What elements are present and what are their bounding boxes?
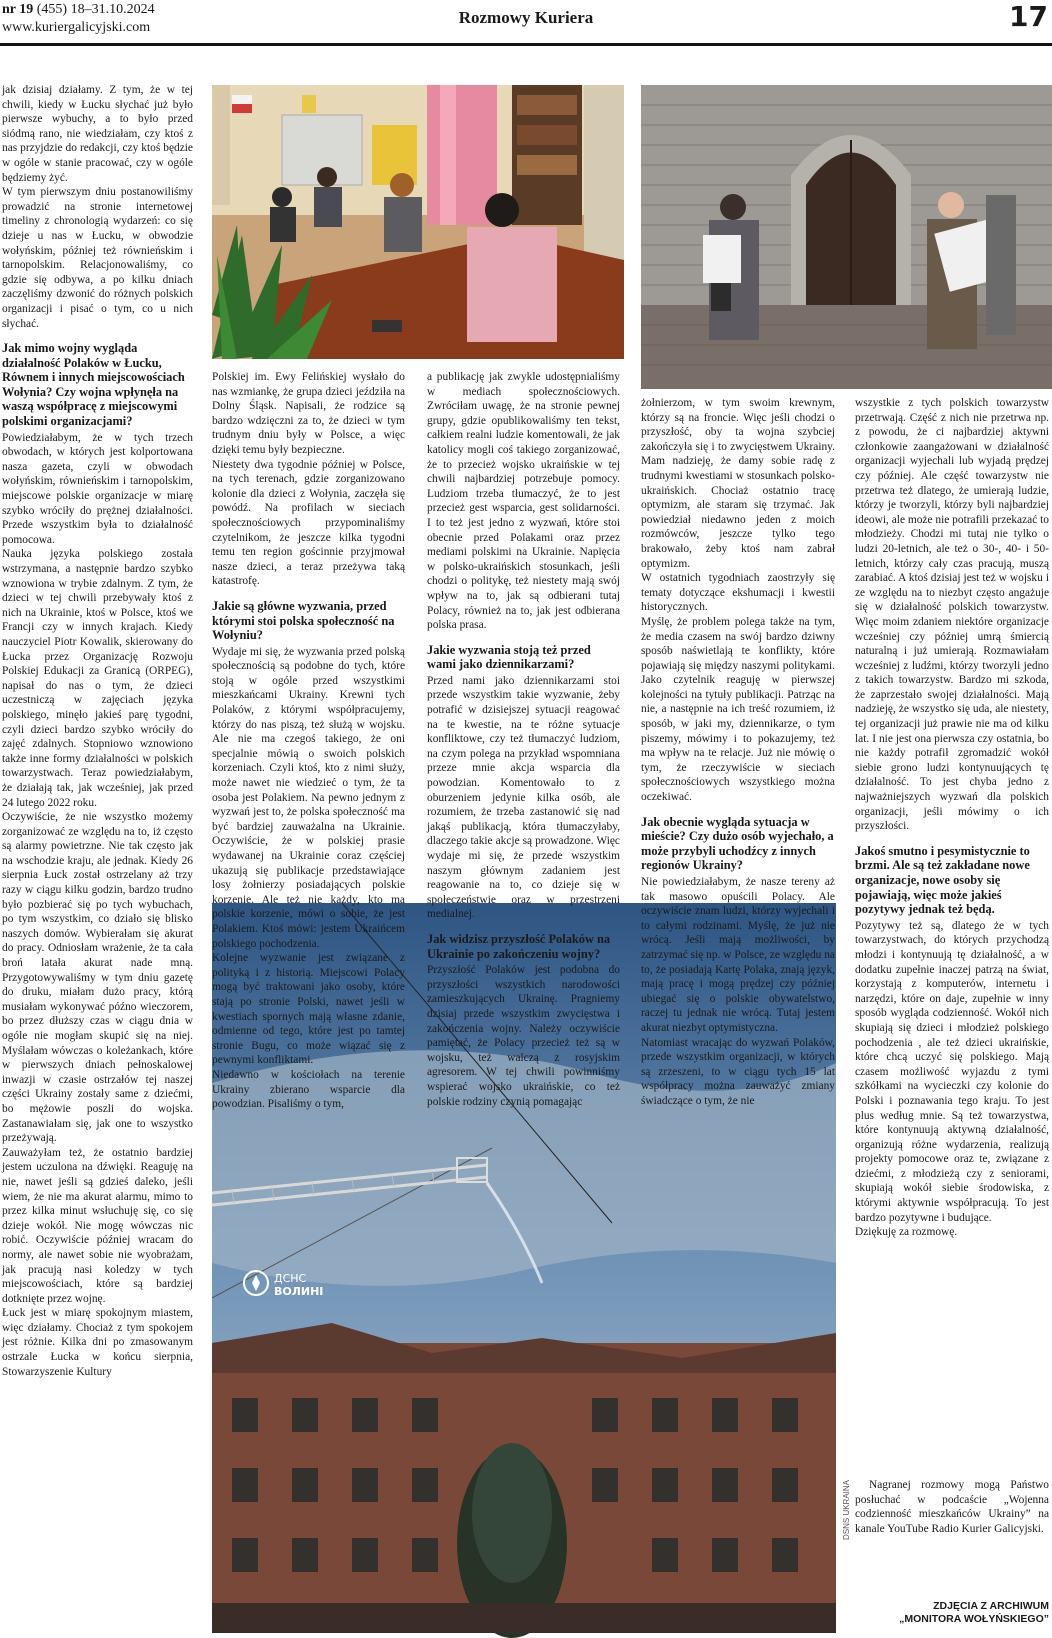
issue-number: nr 19 (455) 18–31.10.2024 (2, 2, 155, 17)
podcast-note: Nagranej rozmowy mogą Państwo posłuchać w podcaście „Wojenna codzienność mieszkańców Ukrainy” na kanale YouTube Radio Kurier Galicyjski. (855, 1479, 1049, 1535)
paragraph: Przed nami jako dziennikarzami stoi przede wszystkim takie wyzwanie, żeby potrafić w dzisiejszej sytuacji reagować na te kwestie, na te różne sytuacje konfliktowe, czy też tłumaczyć ludziom, na czym polega na przykład wspomniana przeze mnie akcja wsparcia dla powodzian. Komentowało to z oburzeniem jedynie kilka osób, ale rozumiem, że trzeba zastanowić się nad jakąś publikacją, która tłumaczyłaby, dlaczego takie akcje są prowadzone. Więc wydaje mi się, że przede wszystkim naszym głównym zadaniem jest reagowanie na to, co dzieje się w społeczeństwie oraz w przestrzeni medialnej. (427, 674, 620, 921)
paragraph: Pozytywy też są, dlatego że w tych towarzystwach, do których przychodzą młodzi i kontynuują tę działalność, a w dodatku zupełnie inaczej patrzą na świat, korzystają z komputerów, internetu i narzędzi, które on daje, zupełnie w inny sposób wygląda codzienność. Wokół nich skupiają się dzieci i młodzież polskiego pochodzenia , ale też dzieci ukraińskie, które chcą uczyć się polskiego. Mają czasem możliwość wyjazdu z tymi szkółkami na wycieczki czy kolonie do Polski i poznawania tego kraju. To jest plus według mnie. Są też towarzystwa, które kontynuują aktywną działalność, organizują różne wydarzenia, realizują projekty pomocowe oraz te, związane z dziećmi, z młodzieżą czy z seniorami, skupiają wokół siebie środowiska, z którymi aktywnie współpracują. To jest bardzo pozytywne i budujące. (855, 919, 1049, 1224)
paragraph: żołnierzom, w tym swoim krewnym, którzy są na froncie. Więc jeśli chodzi o przyszłość, oby ta wojna szybciej zakończyła się i to zwycięstwem Ukrainy. Mam nadzieję, że damy sobie radę z trudnymi kwestiami w stosunkach polsko-ukraińskich. Chociaż ostatnio tracę optymizm, ale staram się trzymać. Jak powiedział niedawno jeden z moich rozmówców, jeszcze tylko tego brakowało, żeby ktoś nam zabrał optymizm. (641, 397, 835, 570)
question-heading: Jakie są główne wyzwania, przed którymi stoi polska społeczność na Wołyniu? (212, 598, 395, 643)
paragraph: Zauważyłam też, że ostatnio bardziej jestem uczulona na dźwięki. Reaguję na nie, nawet jeśli są gdzieś daleko, jeśli wiem, że nie ma akurat alarmu, mimo to przez kilka minut wsłuchuję się, co się dzieje wokół. Nie mogę wówczas nic robić. Oczywiście później wracam do normy, ale nawet sobie nie wyobrażam, jak pracują nasi koledzy w tych miejscowościach, które są bardziej dotknięte przez wojnę. (2, 1146, 193, 1305)
emergency-service-logo-line2: ВОЛИНІ (274, 1285, 324, 1298)
photo-credit (855, 1600, 1049, 1626)
emergency-service-logo-line1: ДСНС (274, 1272, 307, 1285)
page-header (0, 0, 1052, 46)
paragraph: Oczywiście, że nie wszystko możemy zorganizować ze względu na to, iż często są alarmy powietrzne. Nie tak często jak na wschodzie kraju, ale jednak. Kiedy 26 sierpnia Łuck został ostrzelany aż trzy razy w ciągu kilku godzin, bardzo trudno było pozbierać się po tych wybuchach, po tym wszystkim, co działo się blisko naszych domów. Wybierałam się akurat do pracy. Odniosłam wrażenie, że ta cała broń latała akurat nade mną. Przygotowywaliśmy w tym dniu gazetę do druku, miałam dużo pracy, którą musiałam wykonywać późno wieczorem, bo przez dłuższy czas w ciągu dnia w ogóle nie mogłam skupić się na niej. Myślałam wówczas o koleżankach, które w pierwszych dniach pełnoskalowej inwazji w czasie ostrzałów tej naszej części Ukrainy zostały same z dziećmi, bo mężowie poszli do wojska. Zastanawiałam się, jak one to wszystko przeżywają. (2, 811, 193, 1145)
question-heading: Jak obecnie wygląda sytuacja w mieście? Czy dużo osób wyjechało, a może przybyli uchodźcy z innych regionów Ukrainy? (641, 814, 834, 873)
text-column-2 (212, 370, 405, 1111)
paragraph: jak dzisiaj działamy. Z tym, że w tej chwili, kiedy w Łucku słychać już było pierwsze wybuchy, a to było przed siódmą rano, nie wiedziałam, czy ktoś z nas przyjdzie do redakcji, czy ktoś będzie w ogóle w stanie pracować, czy w ogóle będziemy żyć. (2, 84, 193, 184)
paragraph: Powiedziałabym, że w tych trzech obwodach, w których jest kolportowana nasza gazeta, czyli w obwodach wołyńskim, równieńskim i tarnopolskim, miejscowe polskie organizacje w miarę szybko wróciły do prężnej działalności. Przede wszystkim była to działalność pomocowa. (2, 431, 193, 546)
paragraph: Dziękuję za rozmowę. (855, 1226, 958, 1239)
photo-credit-line2: „MONITORA WOŁYŃSKIEGO” (899, 1613, 1049, 1625)
paragraph: wszystkie z tych polskich towarzystw przetrwają. Część z nich nie przetrwa np. z powodu, że ci najbardziej aktywni członkowie zaangażowani w działalność organizacji wyjechali lub wyjadą prędzej czy później. Ale część towarzystw nie przetrwa też dlatego, że umierają ludzie, którzy je tworzyli, którzy byli najbardziej ideowi, ale może nie potrafili przekazać to młodzieży. Chodzi mi tutaj nie tylko o ludzi 20-letnich, ale też o 30-, 40- i 50-letnich, którzy cały czas pracują, muszą zarabiać. A ktoś dzisiaj jest też w wojsku i ze względu na to niezbyt często angażuje się w działalność polskich towarzystw. Więc moim zdaniem niektóre organizacje wcześniej czy później umrą śmiercią naturalną i już umierają. Rozmawiałam wcześniej z ludźmi, którzy tworzyli jedno z takich towarzystw. Bardzo mi szkoda, że zaprzestało swojej działalności. Mają nadzieję, że wszystko się uda, ale niestety, tej organizacji już prawie nie ma od kilku lat. I nie jest ona pierwsza czy ostatnia, bo nie każdy potrafił zgromadzić wokół siebie grono ludzi kontynuujących tę działalność. To jest chyba jedno z najważniejszych wyzwań dla polskich organizacji, jeśli mówimy o ich przyszłości. (855, 397, 1049, 833)
paragraph: W tym pierwszym dniu postanowiliśmy prowadzić na stronie internetowej timeliny z chronologią wydarzeń: co się dzieje u nas w Łucku, w obwodzie wołyńskim, później też równieńskim i tarnopolskim. Relacjonowaliśmy, co gdzie się odbywa, a po kilku dniach zaczęliśmy dzwonić do różnych polskich organizacji i pisać o tym, co u nich słychać. (2, 186, 193, 330)
photo-vertical-credit: DSNS UKRAINA (842, 1479, 851, 1540)
question-heading: Jakie wyzwania stoją też przed wami jako dziennikarzami? (427, 642, 591, 672)
paragraph: Nauka języka polskiego została wstrzymana, a następnie bardzo szybko wznowiona w trybie zdalnym. Z tym, że dzieci w tej chwili przebywały ktoś z nich na Ukrainie, ktoś w Polsce, ktoś we Francji czy w innych krajach. Kiedy nauczyciel Piotr Kowalik, skierowany do Łucka przez Organizację Rozwoju Polskiej Edukacji za Granicą (ORPEG), napisał do nas o tym, że dzieci uczestniczą w zajęciach języka polskiego, minęło jakieś parę tygodni, czyli dzieci bardzo szybko wróciły do zajęć zdalnych. Stopniowo wznowiono także inne formy działalności w polskich towarzystwach. Teraz powiedziałabym, że działają tak, jak wcześniej, jak przed 24 lutego 2022 roku. (2, 548, 193, 809)
text-column-5 (855, 396, 1049, 1471)
text-column-1 (2, 83, 193, 1633)
paragraph: a publikację jak zwykle udostępnialiśmy w mediach społecznościowych. Zwróciłam uwagę, że na stronie pewnej grupy, gdzie opublikowaliśmy ten tekst, całkiem realni ludzie komentowali, że jak katolicy mogli coś takiego zorganizować, że to przecież wojsko ukraińskie w tej chwili najbardziej potrzebuje pomocy. Ludziom trzeba tłumaczyć, że to jest przecież gest wsparcia, gest solidarności. I to też jest jedno z wyzwań, które stoi obecnie przed Polakami oraz przez mediami polskimi na Ukrainie. Napięcia w polsko-ukraińskich stosunkach, jeśli chodzi o politykę, też niestety mają swój wpływ na to, jak są odbierani tutaj Polacy, również na to, jak jest odbierana polska prasa. (427, 371, 620, 632)
question-heading: Jak widzisz przyszłość Polaków na Ukrainie po zakończeniu wojny? (427, 931, 611, 961)
question-heading: Jak mimo wojny wygląda działalność Polaków w Łucku, Równem i innych miejscowościach Wołynia? Czy wojna wpłynęła na waszą współpracę z miejscowymi polskimi organizacjami? (2, 341, 185, 429)
photo-church-newspapers (641, 85, 1052, 389)
section-title: Rozmowy Kuriera (458, 8, 594, 27)
question-heading: Jakoś smutno i pesymistycznie to brzmi. Ale są też zakładane nowe organizacje, nowe osoby się pojawiają, więc może jakieś pozytywy jednak też będą. (855, 843, 1030, 917)
text-column-3 (427, 370, 620, 1108)
paragraph: Przyszłość Polaków jest podobna do przyszłości wszystkich narodowości zamieszkujących Ukrainę. Pragniemy dzisiaj przede wszystkim zwycięstwa i zakończenia wojny. Należy oczywiście pamiętać, że Polacy przecież też są w wojsku, też walczą z rosyjskim agresorem. W tej chwili powinniśmy wspierać wojsko ukraińskie, co też polskie rodziny czynią pomagając (427, 964, 620, 1108)
header-rule (0, 43, 1052, 46)
paragraph: Myślę, że problem polega także na tym, że media czasem na swój bardzo dziwny sposób naświetlają te konflikty, które pojawiają się między naszymi politykami. Jako czytelnik reaguję w pierwszej kolejności na tytuły publikacji. Patrząc na nie, a następnie na ich treść rozumiem, iż sposób, w jaki my, dziennikarze, o tym piszemy, mówimy i to pokazujemy, też ma wpływ na te relacje. Już nie mówię o tym, że rzeczywiście w sieciach społecznościowych wszystkiego można oczekiwać. (641, 615, 835, 804)
paragraph: Łuck jest w miarę spokojnym miastem, więc działamy. Chociaż z tym spokojem jest różnie. Kilka dni po zmasowanym ostrzale Łucka w końcu sierpnia, Stowarzyszenie Kultury (2, 1307, 193, 1378)
photo-credit-line1: ZDJĘCIA Z ARCHIWUM (933, 1600, 1049, 1612)
website-url[interactable]: www.kuriergalicyjski.com (2, 20, 151, 35)
paragraph: Niedawno w kościołach na terenie Ukrainy zbierano wsparcie dla powodzian. Pisaliśmy o tym, (212, 1068, 405, 1111)
photo-meeting-room (212, 85, 624, 359)
paragraph: Nie powiedziałabym, że nasze tereny aż tak masowo opuścili Polacy. Ale oczywiście znam ludzi, którzy wyjechali i to całymi rodzinami. Myślę, że już nie wrócą. Jeśli mają możliwości, by zatrzymać się np. w Polsce, ze względu na to, że posiadają Kartę Polaka, znają język, mają pracę i mogą prędzej czy później ubiegać się o polskie obywatelstwo, raczej tu jednak nie wrócą. Tutaj jestem akurat niezbyt optymistyczna. (641, 876, 835, 1034)
paragraph: Natomiast wracając do wyzwań Polaków, przede wszystkim organizacji, w których są zrzeszeni, to w ciągu tych 15 lat współpracy można zauważyć zmiany świadczące o tym, że nie (641, 1036, 835, 1107)
paragraph: Kolejne wyzwanie jest związane z polityką i z historią. Miejscowi Polacy mogą być traktowani jako osoby, które stają po stronie Polski, nawet jeśli w kwestiach spornych mają własne zdanie, odmienne od tego, które jest po tamtej stronie Bugu, co może wiązać się z pewnymi konfliktami. (212, 952, 405, 1067)
text-column-4 (641, 396, 835, 1107)
page-number: 17 (1009, 0, 1048, 33)
paragraph: W ostatnich tygodniach zaostrzyły się tematy dotyczące ekshumacji i kwestii historycznych. (641, 572, 835, 614)
paragraph: Polskiej im. Ewy Felińskiej wysłało do nas wzmiankę, że grupa dzieci jeździła na Dolny Śląsk. Napisali, że rodzice są bardzo wdzięczni za to, że dzieci w tym trudnym dniu były w Polsce, a więc dzięki temu były bezpieczne. (212, 371, 405, 456)
paragraph: Niestety dwa tygodnie później w Polsce, na tych terenach, gdzie zorganizowano kolonie dla dzieci z Wołynia, zaczęła się powódź. Na profilach w sieciach społecznościowych przypominaliśmy czytelnikom, że jeszcze kilka tygodni temu ten region gościnnie przyjmował nasze dzieci, a teraz przeżywa taką katastrofę. (212, 458, 405, 588)
paragraph: Wydaje mi się, że wyzwania przed polską społecznością są podobne do tych, które stoją w ogóle przed wszystkimi mieszkańcami Ukrainy. Krewni tych Polaków, z którymi współpracujemy, którzy do nas piszą, też służą w wojsku. Ale nie ma czegoś takiego, że oni specjalnie mówią o swoich polskich korzeniach. Czyli ktoś, kto z nimi służy, może nawet nie wiedzieć o tym, że ta osoba jest Polakiem. Na pewno jednym z wyzwań jest to, że polska społeczność ma być bardziej zauważalna na Ukrainie. Oczywiście, że w polskiej prasie wydawanej na Ukrainie coraz częściej ukazują się publikacje przedstawiające losy żołnierzy posiadających polskie korzenie. Ale też nie każdy, kto ma polskie korzenie, mówi o sobie, że jest Polakiem. Ktoś mówi: jestem Ukraińcem polskiego pochodzenia. (212, 645, 405, 950)
